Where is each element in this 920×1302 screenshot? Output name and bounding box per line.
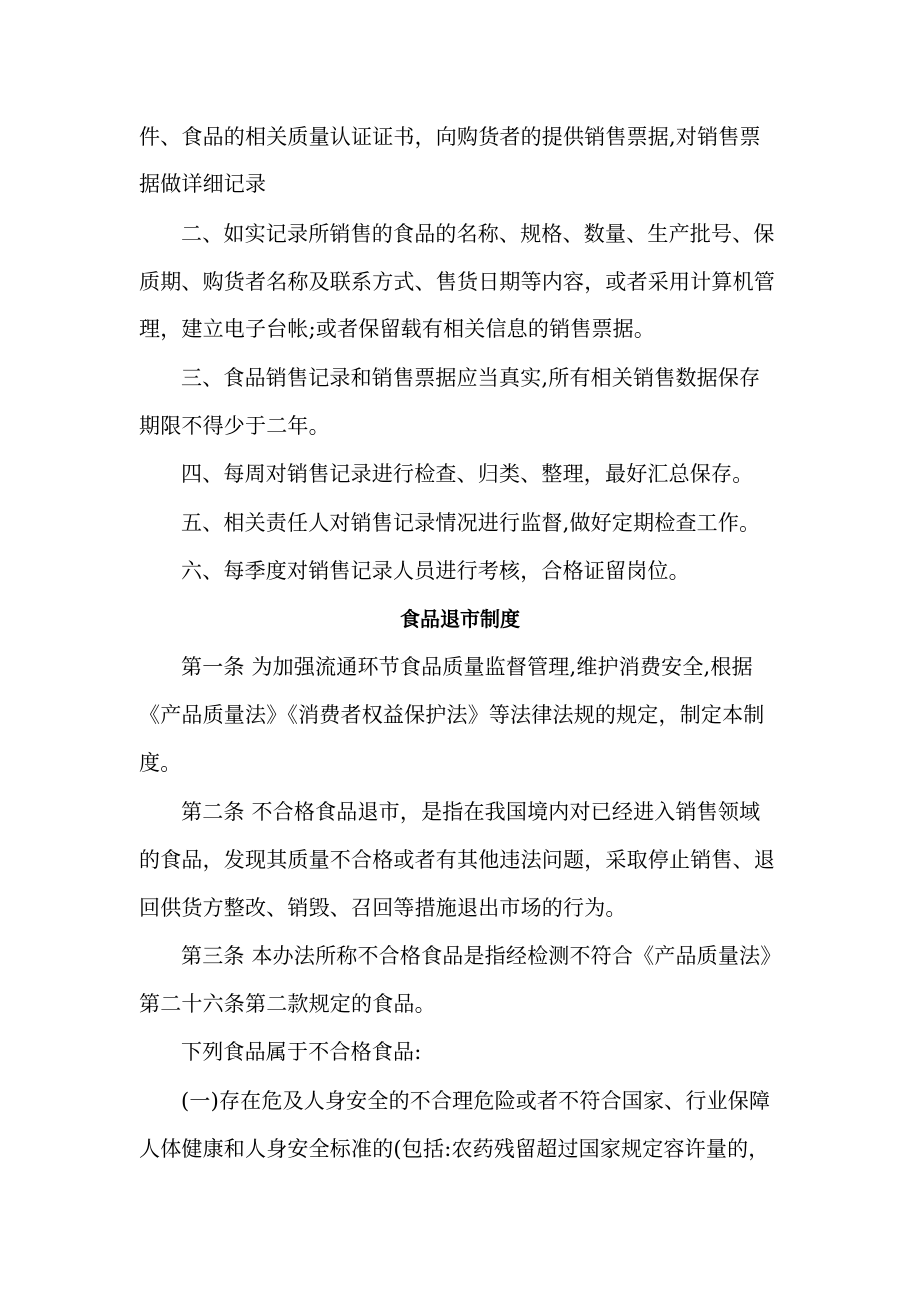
body-text-line: 第二十六条第二款规定的食品。 [139, 992, 436, 1016]
body-text-line: 下列食品属于不合格食品: [181, 1040, 422, 1064]
body-text-line: 三、食品销售记录和销售票据应当真实,所有相关销售数据保存 [181, 366, 761, 390]
body-text-line: 第一条 为加强流通环节食品质量监督管理,维护消费安全,根据 [181, 655, 753, 679]
body-text-line: 第二条 不合格食品退市，是指在我国境内对已经进入销售领域 [181, 800, 761, 824]
body-text-line: 的食品，发现其质量不合格或者有其他违法问题，采取停止销售、退 [139, 848, 775, 872]
body-text-line: 五、相关责任人对销售记录情况进行监督,做好定期检查工作。 [181, 511, 761, 535]
body-text-line: 理，建立电子台帐;或者保留载有相关信息的销售票据。 [139, 317, 656, 341]
body-text-line: 四、每周对销售记录进行检查、归类、整理，最好汇总保存。 [181, 462, 754, 486]
body-text-line: (一)存在危及人身安全的不合理危险或者不符合国家、行业保障 [181, 1089, 771, 1113]
body-text-line: 度。 [139, 751, 182, 775]
section-heading: 食品退市制度 [400, 607, 520, 631]
body-text-line: 二、如实记录所销售的食品的名称、规格、数量、生产批号、保 [181, 222, 775, 246]
body-text-line: 回供货方整改、销毁、召回等措施退出市场的行为。 [139, 896, 627, 920]
body-text-line: 件、食品的相关质量认证证书，向购货者的提供销售票据,对销售票 [139, 125, 761, 149]
body-text-line: 质期、购货者名称及联系方式、售货日期等内容，或者采用计算机管 [139, 270, 775, 294]
body-text-line: 《产品质量法》《消费者权益保护法》等法律法规的规定，制定本制 [139, 703, 765, 727]
body-text-line: 人体健康和人身安全标准的(包括:农药残留超过国家规定容许量的， [139, 1137, 770, 1161]
body-text-line: 据做详细记录 [139, 172, 267, 196]
body-text-line: 六、每季度对销售记录人员进行考核，合格证留岗位。 [181, 559, 690, 583]
body-text-line: 期限不得少于二年。 [139, 414, 330, 438]
body-text-line: 第三条 本办法所称不合格食品是指经检测不符合《产品质量法》 [181, 944, 782, 968]
